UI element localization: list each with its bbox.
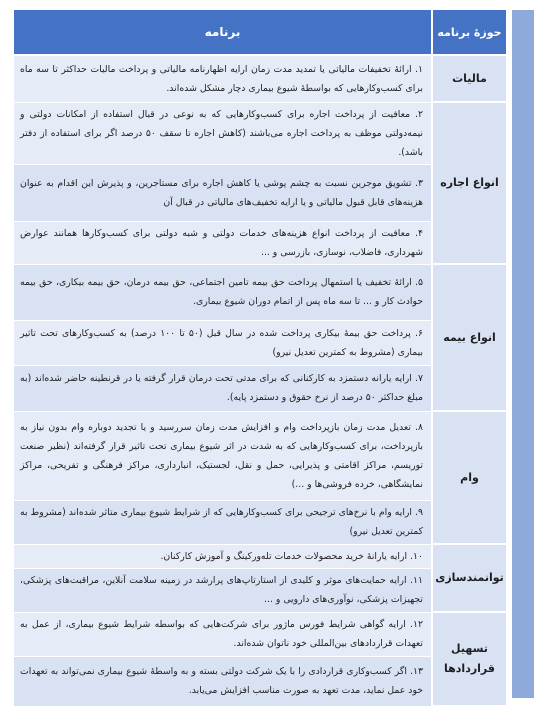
program-item: ۱۰. ارایه یارانۀ خرید محصولات خدمات تله‌ورکینگ و آموزش کارکنان. bbox=[14, 544, 432, 568]
area-cell: انواع اجاره bbox=[432, 102, 506, 264]
table-row bbox=[14, 411, 506, 500]
header-program: برنامه bbox=[14, 10, 432, 55]
area-cell: توانمندسازی bbox=[432, 544, 506, 612]
table-row bbox=[14, 544, 506, 568]
program-item: ۸. تعدیل مدت زمان بازپرداخت وام و افزایش مدت زمان سررسید و یا تجدید دوباره وام بدون نیاز به بازپرداخت، برای کسب‌وکارهایی که به شدت در اثر شیوع بیماری تحت تاثیر قرار گرفته‌اند (نظیر صنعت توریسم، مراکز اقامتی و پذیرایی، حمل و نقل، لجستیک، انبارداری، مراکز فرهنگی و تفریحی، مراکز نمایشگاهی، خرده فروشی‌ها و ...) bbox=[14, 411, 432, 500]
program-item: ۹. ارایه وام با نرخ‌های ترجیحی برای کسب‌وکارهایی که از شرایط شیوع بیماری متاثر شده‌اند (مشروط به کمترین تعدیل نیرو) bbox=[14, 500, 432, 544]
program-item: ۴. معافیت از پرداخت انواع هزینه‌های خدمات دولتی و شبه دولتی برای کسب‌وکارها همانند عوارض شهرداری، فاضلاب، نوسازی، بازرسی و ... bbox=[14, 221, 432, 264]
program-table bbox=[14, 10, 506, 707]
table-row bbox=[14, 264, 506, 320]
area-cell: تسهیل قراردادها bbox=[432, 612, 506, 706]
program-item: ۵. ارائۀ تخفیف یا استمهال پرداخت حق بیمه تامین اجتماعی، حق بیمه درمان، حق بیمه بیکاری، حق بیمه حوادث کار و ... تا سه ماه پس از اتمام دوران شیوع بیماری. bbox=[14, 264, 432, 320]
program-item: ۱. ارائۀ تخفیفات مالیاتی یا تمدید مدت زمان ارایه اظهارنامه مالیاتی و پرداخت مالیات حداکثر تا سه ماه برای کسب‌وکارهایی که بواسطهٔ شیوع بیماری دچار مشکل شده‌اند. bbox=[14, 55, 432, 102]
decorative-side-bar bbox=[512, 10, 534, 698]
program-item: ۲. معافیت از پرداخت اجاره برای کسب‌وکارهایی که به نوعی در قبال استفاده از امکانات دولتی و نیمه‌دولتی موظف به پرداخت اجاره می‌باشند (کاهش اجاره تا سقف ۵۰ درصد اگر برای استفاده از دفتر باشد). bbox=[14, 102, 432, 164]
program-item: ۷. ارایه یارانه دستمزد به کارکنانی که برای مدتی تحت درمان قرار گرفته یا در قرنطینه حاضر شده‌اند (به مبلغ حداکثر ۵۰ درصد از نرخ حقوق و دستمزد پایه). bbox=[14, 365, 432, 411]
program-item: ۱۳. اگر کسب‌وکاری قراردادی را با یک شرکت دولتی بسته و به واسطۀ شیوع بیماری نمی‌تواند به تعهدات خود عمل نماید، مدت تعهد به صورت مناسب افزایش می‌یابد. bbox=[14, 656, 432, 706]
header-area: حوزۀ برنامه bbox=[432, 10, 506, 55]
program-item: ۳. تشویق موجرین نسبت به چشم پوشی یا کاهش اجاره برای مستاجرین، و پذیرش این اقدام به عنوان هزینه‌های قابل قبول مالیاتی و یا ارایه تخفیف‌های مالیاتی در قبال آن bbox=[14, 164, 432, 221]
area-cell: انواع بیمه bbox=[432, 264, 506, 411]
program-item: ۱۱. ارایه حمایت‌های موثر و کلیدی از استارتاپ‌های پرارشد در زمینه سلامت آنلاین، مراقبت‌های پزشکی، تجهیزات پزشکی، نوآوری‌های دارویی و ... bbox=[14, 568, 432, 612]
table-row bbox=[14, 102, 506, 164]
area-cell: مالیات bbox=[432, 55, 506, 102]
area-cell: وام bbox=[432, 411, 506, 544]
table-row bbox=[14, 612, 506, 656]
header-row bbox=[14, 10, 506, 55]
program-item: ۱۲. ارایه گواهی شرایط فورس ماژور برای شرکت‌هایی که بواسطه شرایط شیوع بیماری، از عمل به تعهدات قراردادهای بین‌المللی خود ناتوان شده‌اند. bbox=[14, 612, 432, 656]
table-row bbox=[14, 55, 506, 102]
program-item: ۶. پرداخت حق بیمۀ بیکاری پرداخت شده در سال قبل (۵۰ تا ۱۰۰ درصد) به کسب‌وکارهای تحت تاثیر بیماری (مشروط به کمترین تعدیل نیرو) bbox=[14, 320, 432, 365]
